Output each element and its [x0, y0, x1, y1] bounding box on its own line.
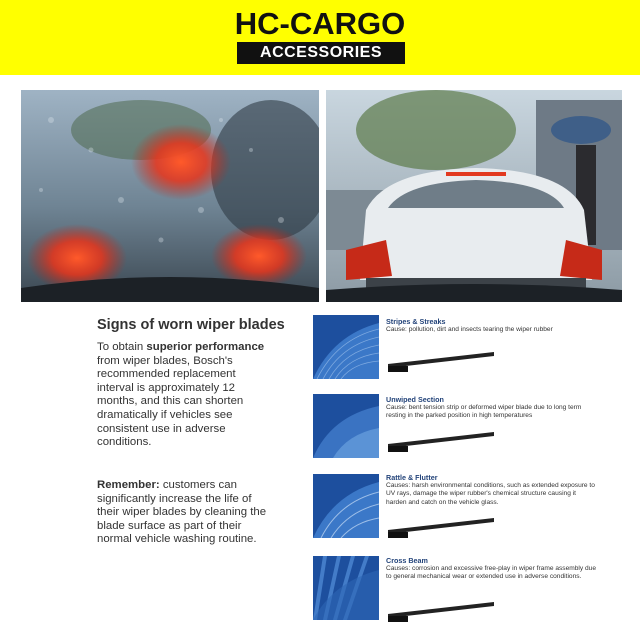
- brand-name: HC-CARGO: [234, 6, 406, 41]
- rattle-flutter-swatch: [313, 474, 379, 538]
- problem-description: Cause: bent tension strip or deformed wiper blade due to long term resting in the parked position in high temperatures: [386, 404, 582, 420]
- cross-beam-swatch: [313, 556, 379, 620]
- replacement-paragraph: [97, 341, 267, 450]
- problem-heading: Rattle & Flutter: [386, 473, 438, 482]
- wiper-blade-icon: [386, 514, 496, 540]
- para2-text: customers can significantly increase the life of their wiper blades by cleaning the blade surface as part of their normal vehicle washing routine.: [97, 479, 267, 546]
- problem-description: Causes: corrosion and excessive free-play in wiper frame assembly due to general mechanical wear or extended use in adverse conditions.: [386, 565, 596, 581]
- para2-emphasis: Remember:: [97, 479, 160, 491]
- header-banner: [0, 0, 640, 75]
- para1-text-rest: from wiper blades, Bosch's recommended replacement interval is approximately 12 months, and this can shorten dramatically if vehicles see consistent use in adverse conditions.: [97, 354, 244, 449]
- car-rear-rain-photo: [326, 90, 622, 302]
- problem-heading: Stripes & Streaks: [386, 317, 446, 326]
- wiper-blade-icon: [386, 428, 496, 454]
- problem-heading: Unwiped Section: [386, 395, 444, 404]
- wiper-blade-icon: [386, 598, 496, 624]
- problem-description: Cause: pollution, dirt and insects tearing the wiper rubber: [386, 326, 553, 333]
- brand-subtitle: ACCESSORIES: [237, 42, 405, 64]
- wiper-blade-icon: [386, 348, 496, 374]
- para1-emphasis: superior performance: [146, 341, 265, 353]
- para1-text: To obtain: [97, 341, 147, 353]
- article-title: Signs of worn wiper blades: [97, 317, 285, 333]
- stripes-streaks-swatch: [313, 315, 379, 379]
- remember-paragraph: [97, 479, 267, 547]
- problem-description: Causes: harsh environmental conditions, such as extended exposure to UV rays, damage the wiper rubber's chemical structure causing it harden and catch on the vehicle glass.: [386, 482, 595, 506]
- unwiped-section-swatch: [313, 394, 379, 458]
- problem-heading: Cross Beam: [386, 556, 428, 565]
- rainy-windshield-photo: [21, 90, 319, 302]
